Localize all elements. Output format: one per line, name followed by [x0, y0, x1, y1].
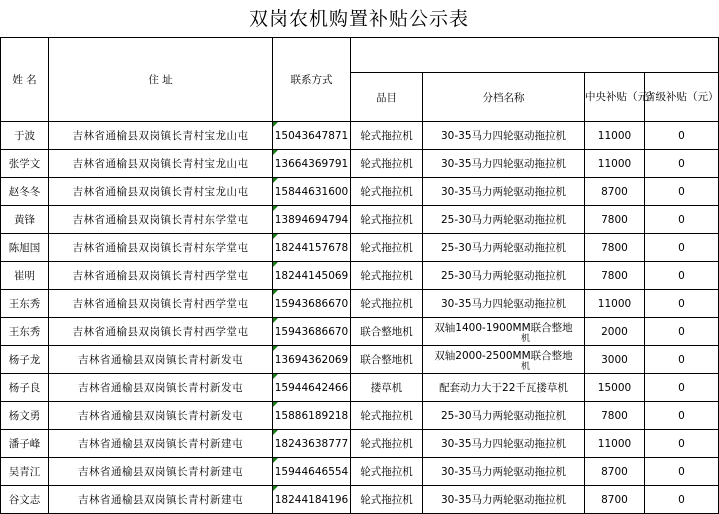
cell-provincial: 0: [645, 206, 719, 234]
cell-provincial: 0: [645, 178, 719, 206]
cell-provincial: 0: [645, 458, 719, 486]
cell-central: 7800: [585, 234, 645, 262]
cell-central: 15000: [585, 374, 645, 402]
cell-name: 吴青江: [1, 458, 49, 486]
cell-address: 吉林省通榆县双岗镇长青村新建屯: [49, 430, 273, 458]
cell-name: 陈旭国: [1, 234, 49, 262]
table-row: [1, 458, 719, 486]
cell-address: 吉林省通榆县双岗镇长青村宝龙山屯: [49, 178, 273, 206]
cell-item: 轮式拖拉机: [351, 290, 423, 318]
cell-address: 吉林省通榆县双岗镇长青村宝龙山屯: [49, 150, 273, 178]
cell-provincial: 0: [645, 430, 719, 458]
cell-phone: 18244145069: [273, 262, 351, 290]
cell-phone: 15944642466: [273, 374, 351, 402]
cell-central: 7800: [585, 206, 645, 234]
cell-provincial: 0: [645, 486, 719, 514]
cell-item: 轮式拖拉机: [351, 486, 423, 514]
cell-phone: 15886189218: [273, 402, 351, 430]
cell-provincial: 0: [645, 234, 719, 262]
header-contact: 联系方式: [273, 38, 351, 122]
header-central-subsidy: [585, 73, 659, 122]
header-name: 姓 名: [1, 38, 49, 122]
cell-provincial: 0: [645, 374, 719, 402]
cell-phone: 18244184196: [273, 486, 351, 514]
cell-provincial: 0: [645, 346, 719, 374]
table-row: [1, 178, 719, 206]
cell-model: 30-35马力两轮驱动拖拉机: [423, 486, 585, 514]
table-row: [1, 318, 719, 346]
cell-model: 25-30马力两轮驱动拖拉机: [423, 262, 585, 290]
cell-phone: 15043647871: [273, 122, 351, 150]
cell-phone: 15943686670: [273, 290, 351, 318]
table-row: [1, 346, 719, 374]
cell-name: 潘子峰: [1, 430, 49, 458]
cell-model-extra: 机: [520, 361, 530, 372]
cell-name: 崔明: [1, 262, 49, 290]
cell-model: 25-30马力两轮驱动拖拉机: [423, 402, 585, 430]
cell-item: 轮式拖拉机: [351, 122, 423, 150]
table-row: [1, 262, 719, 290]
subsidy-table: [0, 37, 719, 514]
cell-central: 8700: [585, 458, 645, 486]
table-row: [1, 234, 719, 262]
header-address: 住 址: [49, 38, 273, 122]
cell-address: 吉林省通榆县双岗镇长青村新建屯: [49, 458, 273, 486]
cell-model: 30-35马力四轮驱动拖拉机: [423, 122, 585, 150]
cell-model-text: 双轴1400-1900MM联合整地: [434, 321, 573, 334]
cell-model: 配套动力大于22千瓦搂草机: [423, 374, 585, 402]
cell-address: 吉林省通榆县双岗镇长青村东学堂屯: [49, 234, 273, 262]
cell-item: 轮式拖拉机: [351, 178, 423, 206]
cell-phone: 13894694794: [273, 206, 351, 234]
cell-phone: 18244157678: [273, 234, 351, 262]
header-row: [1, 38, 719, 73]
cell-model: 30-35马力四轮驱动拖拉机: [423, 150, 585, 178]
cell-central: 2000: [585, 318, 645, 346]
page-title: 双岗农机购置补贴公示表: [248, 8, 469, 30]
table-row: [1, 430, 719, 458]
cell-address: 吉林省通榆县双岗镇长青村东学堂屯: [49, 206, 273, 234]
cell-model: 30-35马力四轮驱动拖拉机: [423, 290, 585, 318]
cell-item: 轮式拖拉机: [351, 150, 423, 178]
cell-name: 杨子良: [1, 374, 49, 402]
cell-address: 吉林省通榆县双岗镇长青村新建屯: [49, 486, 273, 514]
header-provincial-text: 省级补贴（元）: [645, 91, 719, 103]
cell-item: 轮式拖拉机: [351, 234, 423, 262]
cell-phone: 18243638777: [273, 430, 351, 458]
cell-central: 11000: [585, 430, 645, 458]
cell-name: 杨文勇: [1, 402, 49, 430]
cell-address: 吉林省通榆县双岗镇长青村西学堂屯: [49, 262, 273, 290]
cell-name: 赵冬冬: [1, 178, 49, 206]
header-central-text: 中央补贴（元）: [585, 91, 659, 103]
cell-item: 联合整地机: [351, 346, 423, 374]
cell-central: 3000: [585, 346, 645, 374]
cell-provincial: 0: [645, 290, 719, 318]
cell-provincial: 0: [645, 122, 719, 150]
cell-name: 于波: [1, 122, 49, 150]
cell-provincial: 0: [645, 262, 719, 290]
cell-phone: 13694362069: [273, 346, 351, 374]
table-row: [1, 206, 719, 234]
header-blank: [351, 38, 719, 73]
cell-item: 轮式拖拉机: [351, 458, 423, 486]
header-item: 品目: [351, 73, 423, 122]
cell-item: 联合整地机: [351, 318, 423, 346]
cell-model: 25-30马力两轮驱动拖拉机: [423, 206, 585, 234]
cell-address: 吉林省通榆县双岗镇长青村西学堂屯: [49, 318, 273, 346]
cell-central: 7800: [585, 262, 645, 290]
cell-item: 轮式拖拉机: [351, 430, 423, 458]
table-row: [1, 486, 719, 514]
cell-item: 轮式拖拉机: [351, 206, 423, 234]
cell-phone: 15844631600: [273, 178, 351, 206]
cell-central: 11000: [585, 150, 645, 178]
header-model: 分档名称: [423, 73, 585, 122]
cell-phone: 15943686670: [273, 318, 351, 346]
cell-central: 8700: [585, 178, 645, 206]
cell-name: 王东秀: [1, 290, 49, 318]
cell-model: [423, 318, 585, 346]
cell-name: 王东秀: [1, 318, 49, 346]
cell-model: 30-35马力四轮驱动拖拉机: [423, 430, 585, 458]
cell-model: 30-35马力两轮驱动拖拉机: [423, 458, 585, 486]
cell-address: 吉林省通榆县双岗镇长青村新发屯: [49, 374, 273, 402]
cell-provincial: 0: [645, 402, 719, 430]
cell-address: 吉林省通榆县双岗镇长青村宝龙山屯: [49, 122, 273, 150]
table-row: [1, 374, 719, 402]
cell-phone: 13664369791: [273, 150, 351, 178]
cell-item: 搂草机: [351, 374, 423, 402]
cell-name: 杨子龙: [1, 346, 49, 374]
cell-name: 张学文: [1, 150, 49, 178]
cell-central: 11000: [585, 122, 645, 150]
header-provincial-subsidy: [645, 73, 719, 122]
cell-model-extra: 机: [520, 333, 530, 344]
table-row: [1, 150, 719, 178]
cell-central: 8700: [585, 486, 645, 514]
cell-address: 吉林省通榆县双岗镇长青村新发屯: [49, 346, 273, 374]
cell-name: 谷文志: [1, 486, 49, 514]
cell-model: [423, 346, 585, 374]
cell-provincial: 0: [645, 150, 719, 178]
cell-central: 11000: [585, 290, 645, 318]
cell-item: 轮式拖拉机: [351, 262, 423, 290]
cell-item: 轮式拖拉机: [351, 402, 423, 430]
table-row: [1, 290, 719, 318]
table-row: [1, 122, 719, 150]
cell-address: 吉林省通榆县双岗镇长青村新发屯: [49, 402, 273, 430]
cell-model-text: 双轴2000-2500MM联合整地: [434, 349, 573, 362]
cell-model: 25-30马力两轮驱动拖拉机: [423, 234, 585, 262]
cell-address: 吉林省通榆县双岗镇长青村西学堂屯: [49, 290, 273, 318]
cell-model: 30-35马力两轮驱动拖拉机: [423, 178, 585, 206]
cell-name: 黄锋: [1, 206, 49, 234]
table-row: [1, 402, 719, 430]
cell-central: 7800: [585, 402, 645, 430]
cell-provincial: 0: [645, 318, 719, 346]
cell-phone: 15944646554: [273, 458, 351, 486]
